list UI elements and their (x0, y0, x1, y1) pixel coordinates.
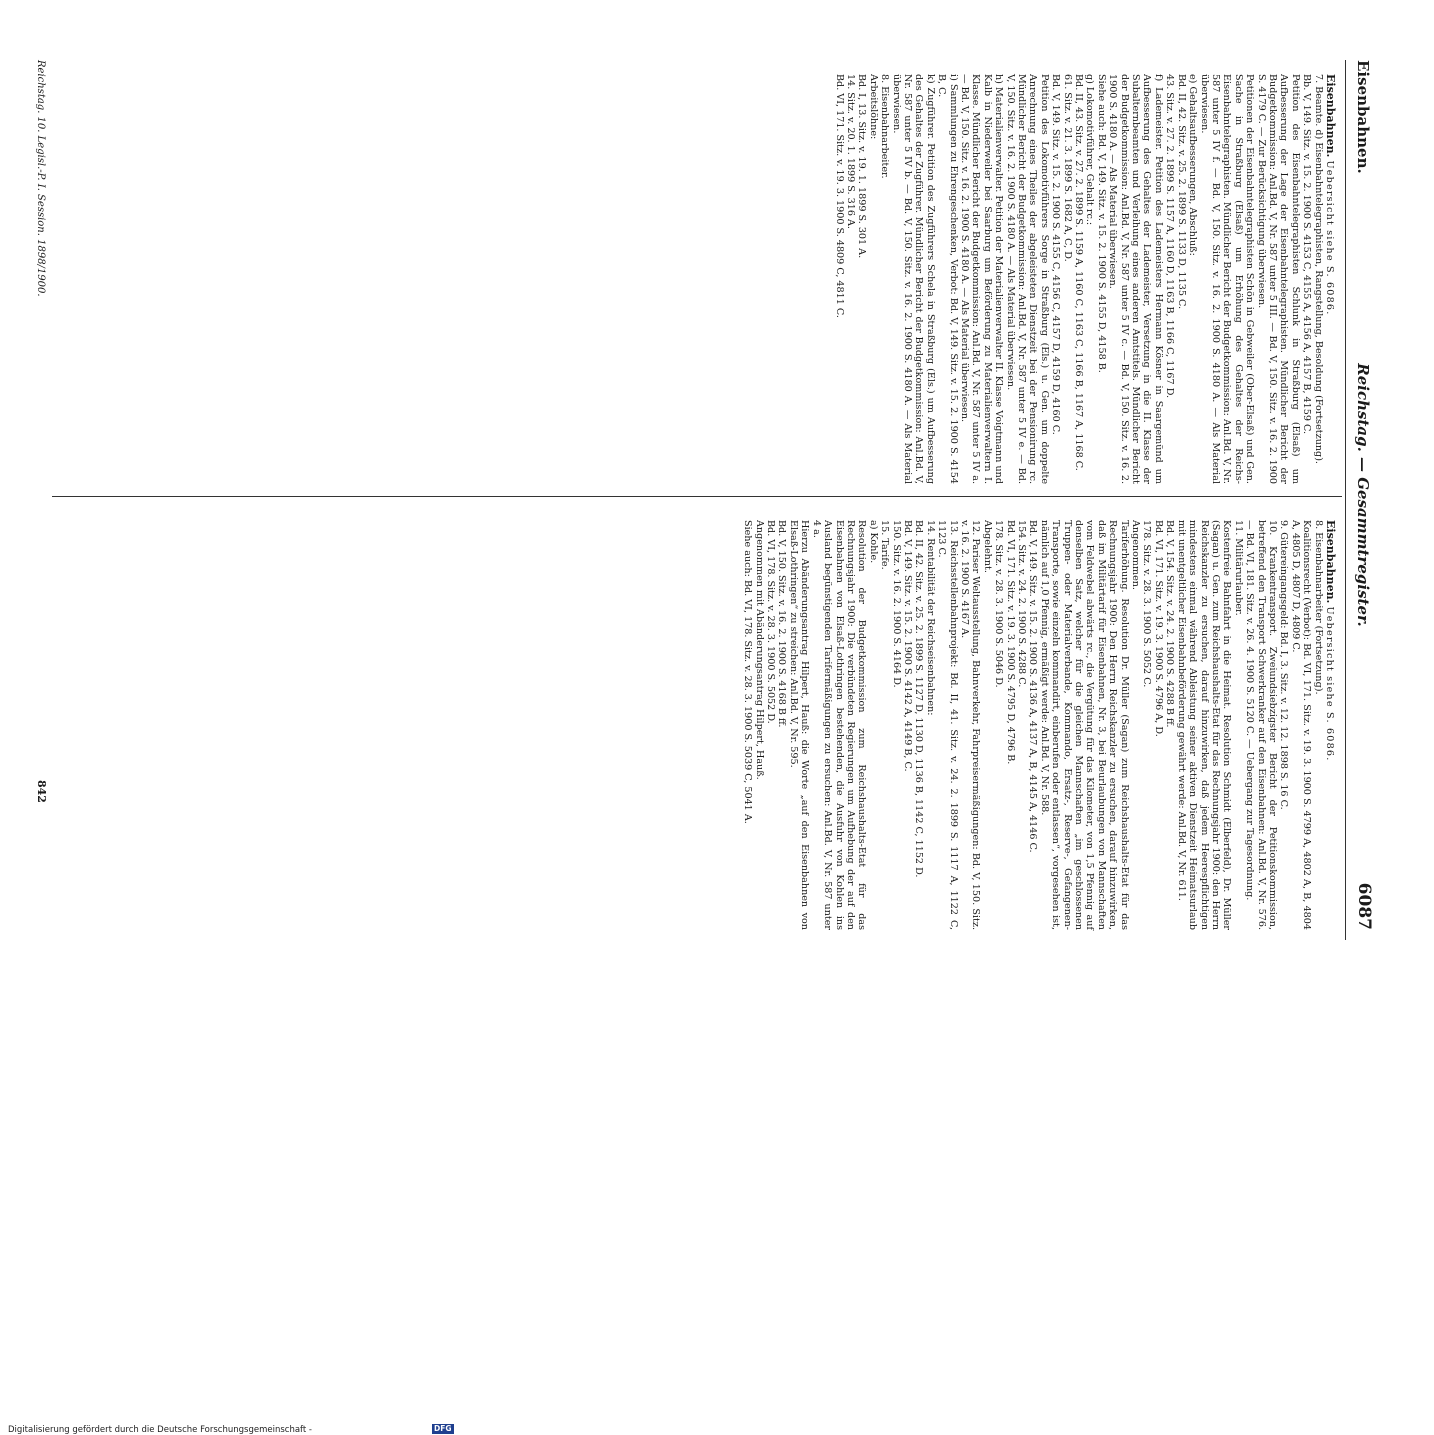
header-rule (1345, 60, 1346, 940)
register-entry: 9. Gütereingangsgeld: Bd. I, 3. Sitz. v. 12. 12. 1898 S. 16 C. (1278, 520, 1290, 810)
register-entry: Petition des Lokomotivführers Sorge in Straßburg (Els.) u. Gen. um doppelte Anrechnung eines Theiles der abgeleisteten Dienstzeit bei der Pensionirung rc. Mündlicher Bericht der Budgetkommission: Anl.Bd. V, Nr. 587 unter 5 IV e. — Bd. V, 150. Sitz. v. 16. 2. 1900 S. 4180 A. — Als Material überwiesen. (1004, 74, 1050, 484)
register-entry: Angenommen. (1130, 520, 1142, 590)
footer-session: Reichstag. 10. Legisl.-P. I. Session. 1898/1900. (35, 60, 46, 297)
register-entry: 15. Tarife. (879, 520, 891, 570)
register-entry: Bd. II, 42. Sitz. v. 25. 2. 1899 S. 1133 D, 1135 C. (1175, 74, 1187, 310)
register-entry: 43. Sitz. v. 27. 2. 1899 S. 1157 A, 1160 D, 1163 B, 1166 C, 1167 D. (1164, 74, 1176, 399)
running-head-title: Reichstag. — Gesammtregister. (1354, 363, 1372, 627)
register-entry: Bd. V, 149. Sitz. v. 15. 2. 1900 S. 4155 C, 4156 C, 4157 D, 4159 D, 4160 C. (1050, 74, 1062, 435)
register-entry: Bd. II, 43. Sitz. v. 27. 2. 1899 S. 1159 A, 1160 C, 1163 C, 1166 B, 1167 A, 1168 C. (1073, 74, 1085, 471)
register-entry: h) Materialienverwalter. Petition der Materialienverwalter II. Klasse Voigtmann und Kalb in Niederweiler bei Saarburg um Beförderung zu Materialienverwaltern I. Klasse. Mündlicher Bericht der Budgetkommission: Anl.Bd. V, Nr. 587 unter 5 IV a. — Bd. V, 150. Sitz. v. 16. 2. 1900 S. 4180 A. — Als Material überwiesen. (959, 74, 1005, 484)
register-entry: 178. Sitz. v. 28. 3. 1900 S. 5052 C. (1141, 520, 1153, 688)
register-entry: i) Sammlungen zu Ehrengeschenken, Verbot: Bd. V, 149. Sitz. v. 15. 2. 1900 S. 4154 B, C. (936, 74, 959, 484)
register-entry: Bb. V, 149. Sitz. v. 15. 2. 1900 S. 4153 C, 4155 A, 4156 A, 4157 B, 4159 C. (1301, 74, 1313, 435)
register-entry: Bd. VI, 178. Sitz. v. 28. 3. 1900 S. 5052 D. (765, 520, 777, 724)
right-heading-ref: Uebersicht siehe S. 6086. (1324, 606, 1335, 762)
page-number: 6087 (1354, 882, 1374, 930)
register-entry: Bd. II, 42. Sitz. v. 25. 2. 1899 S. 1127 D, 1130 D, 1136 B, 1142 C, 1152 D. (913, 520, 925, 878)
register-entry: Siehe auch: Bd. VI, 178. Sitz. v. 28. 3. 1900 S. 5039 C, 5041 A. (742, 520, 754, 824)
register-entry: Tariferhöhung. Resolution Dr. Müller (Sagan) zum Reichshaushalts-Etat für das Rechnungsjahr 1900: Den Herrn Reichskanzler zu ersuchen, darauf hinzuwirken, daß im Militärtarif für Eisenbahnen, Nr. 3, bei Beurlaubungen von Mannschaften vom Feldwebel abwärts rc., die Vergütung für das Kilometer, von 1,5 Pfennig auf denselben Satz, welcher für die gleichen Mannschaften „im geschlossenen Truppen- oder Materialverbande, Kommando, Ersatz-, Reserve-, Gefangenen-Transporte, sowie einzeln kommandirt, einberufen oder entlassen“, vorgesehen ist, nämlich auf 1,0 Pfennig, ermäßigt werde: Anl.Bd. V, Nr. 588. (1038, 520, 1130, 930)
register-entry: Koalitionsrecht (Verbot): Bd. VI, 171. Sitz. v. 19. 3. 1900 S. 4799 A, 4802 A, B, 4804 A, 4805 D, 4807 D, 4809 C. (1289, 520, 1313, 930)
register-entry: 7. Beamte. d) Eisenbahntelegraphisten, Rangstellung, Besoldung (Fortsetzung). (1312, 74, 1324, 464)
left-heading-ref: Uebersicht siehe S. 6086. (1324, 160, 1335, 316)
register-entry: 12. Pariser Weltausstellung, Bahnverkehr, Fahrpreisermäßigungen: Bd. V, 150. Sitz. v. 16. 2. 1900 S. 4167 A. (959, 520, 982, 930)
register-entry: Bd. I, 13. Sitz. v. 19. 1. 1899 S. 301 A. (856, 74, 868, 259)
register-entry: g) Lokomotivführer, Gehalt rc.: (1084, 74, 1096, 226)
right-heading-title: Eisenbahnen. (1324, 520, 1337, 604)
register-entry: k) Zugführer. Petition des Zugführers Schela in Straßburg (Els.) um Aufbesserung des Gehaltes der Zugführer. Mündlicher Bericht der Budgetkommission: Anl.Bd. V, Nr. 587 unter 5 IV b. — Bd. V, 150. Sitz. v. 16. 2. 1900 S. 4180 A. — Als Material überwiesen. (890, 74, 936, 484)
register-entry: Resolution der Budgetkommission zum Reichshaushalts-Etat für das Rechnungsjahr 1900: Die verbündeten Regierungen um Aufhebung der auf den Eisenbahnen von Elsaß-Lothringen bestehenden, die Ausfuhr von Kohlen ins Ausland begünstigenden Tarifermäßigungen zu ersuchen: Anl.Bd. V, Nr. 587 unter 4 a. (810, 520, 868, 930)
register-entry: Bd. V, 150. Sitz. v. 16. 2. 1900 S. 4168 B ff. (776, 520, 788, 728)
register-entry: Arbeitslöhne: (867, 74, 879, 140)
register-entry: Abgelehnt. (981, 520, 993, 573)
register-entry: Bd. VI, 171. Sitz. v. 19. 3. 1900 S. 4809 C, 4811 C. (833, 74, 845, 318)
register-entry: 61. Sitz. v. 21. 3. 1899 S. 1682 A, C, D. (1061, 74, 1073, 262)
left-heading-title: Eisenbahnen. (1324, 74, 1337, 158)
register-entry: 13. Reichsstellenbahnprojekt: Bd. II, 41. Sitz. v. 24. 2. 1899 S. 1117 A, 1122 C, 1123 C. (936, 520, 959, 930)
register-entry: 178. Sitz. v. 28. 3. 1900 S. 5046 D. (993, 520, 1005, 688)
register-entry: 14. Sitz. v. 20. 1. 1899 S. 316 A. (844, 74, 856, 229)
register-entry: 10. Krankentransport. Zweiundsiebzigster Bericht der Petitionskommission, betreffend den Transport Schwerkranker auf den Eisenbahnen: Anl.Bd. V, Nr. 576. — Bd. VI, 181. Sitz. v. 26. 4. 1900 S. 5120 C. — Uebergang zur Tagesordnung. (1244, 520, 1278, 930)
register-entry: Bd. V, 149. Sitz. v. 15. 2. 1900 S. 4142 A, 4149 B, C. (901, 520, 913, 772)
left-column-heading (1324, 74, 1336, 484)
register-entry: 8. Eisenbahnarbeiter. (879, 74, 891, 179)
register-entry: Hierzu Abänderungsantrag Hilpert, Hauß: die Worte „auf den Eisenbahnen von Elsaß-Lothringen“ zu streichen: Anl.Bd. V, Nr. 595. (787, 520, 811, 930)
left-entries (833, 74, 1323, 484)
register-entry: Petition des Eisenbahntelegraphisten Schlunk in Straßburg (Elsaß) um Aufbesserung der Lage der Eisenbahntelegraphisten. Mündlicher Bericht der Budgetkommission: Anl.Bd. V, Nr. 587 unter 5 III. — Bd. V, 150. Sitz. v. 16. 2. 1900 S. 4179 C. — Zur Berücksichtigung überwiesen. (1255, 74, 1301, 484)
register-entry: Petitionen der Eisenbahntelegraphisten Schön in Gebweiler (Ober-Elsaß) und Gen. Sache in Straßburg (Elsaß) um Erhöhung des Gehaltes der Reichs-Eisenbahntelegraphisten. Mündlicher Bericht der Budgetkommission: Anl.Bd. V, Nr. 587 unter 5 IV f. — Bd. V, 150. Sitz. v. 16. 2. 1900 S. 4180 A. — Als Material überwiesen. (1198, 74, 1256, 484)
register-entry: Bd. VI, 171. Sitz. v. 19. 3. 1900 S. 4796 A, D. (1152, 520, 1164, 737)
right-column-heading (1324, 520, 1336, 930)
register-entry: 150. Sitz. v. 16. 2. 1900 S. 4164 D. (890, 520, 902, 688)
register-entry: f) Lademeister. Petition des Lademeisters Hermann Kösner in Saargemünd um Aufbesserung des Gehaltes der Lademeister, Versetzung in die II. Klasse der Subalternbeamten und Verleihung eines anderen Amtstitels. Mündlicher Bericht der Budgetkommission: Anl.Bd. V, Nr. 587 unter 5 IV c. — Bd. V, 150. Sitz. v. 16. 2. 1900 S. 4180 A. — Als Material überwiesen. (1107, 74, 1164, 484)
register-entry: Angenommen mit Abänderungsantrag Hilpert, Hauß. (753, 520, 765, 780)
register-entry: Siehe auch: Bd. V, 149. Sitz. v. 15. 2. 1900 S. 4155 D, 4158 B. (1095, 74, 1107, 373)
column-divider (52, 496, 1342, 497)
dfg-logo: DFG (434, 1424, 452, 1433)
register-entry: e) Gehaltsaufbesserungen, Abschluß: (1187, 74, 1199, 256)
right-entries (742, 520, 1324, 930)
register-entry: Bd. VI, 171. Sitz. v. 19. 3. 1900 S. 4795 D, 4796 B. (1004, 520, 1016, 765)
left-column (833, 74, 1336, 484)
right-column (742, 520, 1336, 930)
register-entry: Bd. V, 149. Sitz. v. 15. 2. 1900 S. 4136 A, 4137 A, B, 4145 A, 4146 C. (1027, 520, 1039, 853)
running-head-section: Eisenbahnen. (1354, 60, 1372, 174)
register-entry: a) Kohle. (867, 520, 879, 564)
register-entry: Kostenfreie Bahnfahrt in die Heimat. Resolution Schmidt (Elberfeld), Dr. Müller (Sagan) u. Gen. zum Reichshaushalts-Etat für das Rechnungsjahr 1900: den Herrn Reichskanzler zu ersuchen, darauf hinzuwirken, daß jedem Heerespflichtigen mindestens einmal während Ableistung seiner aktiven Dienstzeit Heimatsurlaub mit unentgeltlicher Eisenbahnbeförderung gewährt werde: Anl.Bd. V, Nr. 611. (1175, 520, 1233, 930)
footer-page-number: 842 (35, 780, 48, 803)
digitization-note: Digitalisierung gefördert durch die Deutsche Forschungsgemeinschaft - (8, 1425, 312, 1435)
register-entry: 11. Militärurlauber. (1232, 520, 1244, 616)
register-entry: 154. Sitz. v. 24. 2. 1900 S. 4288 C. (1016, 520, 1028, 688)
running-head (1344, 60, 1376, 930)
register-entry: Bd. V, 154. Sitz. v. 24. 2. 1900 S. 4288 B ff. (1164, 520, 1176, 728)
register-entry: 8. Eisenbahnarbeiter (Fortsetzung). (1312, 520, 1324, 695)
register-entry: 14. Rentabilität der Reichseisenbahnen: (924, 520, 936, 716)
